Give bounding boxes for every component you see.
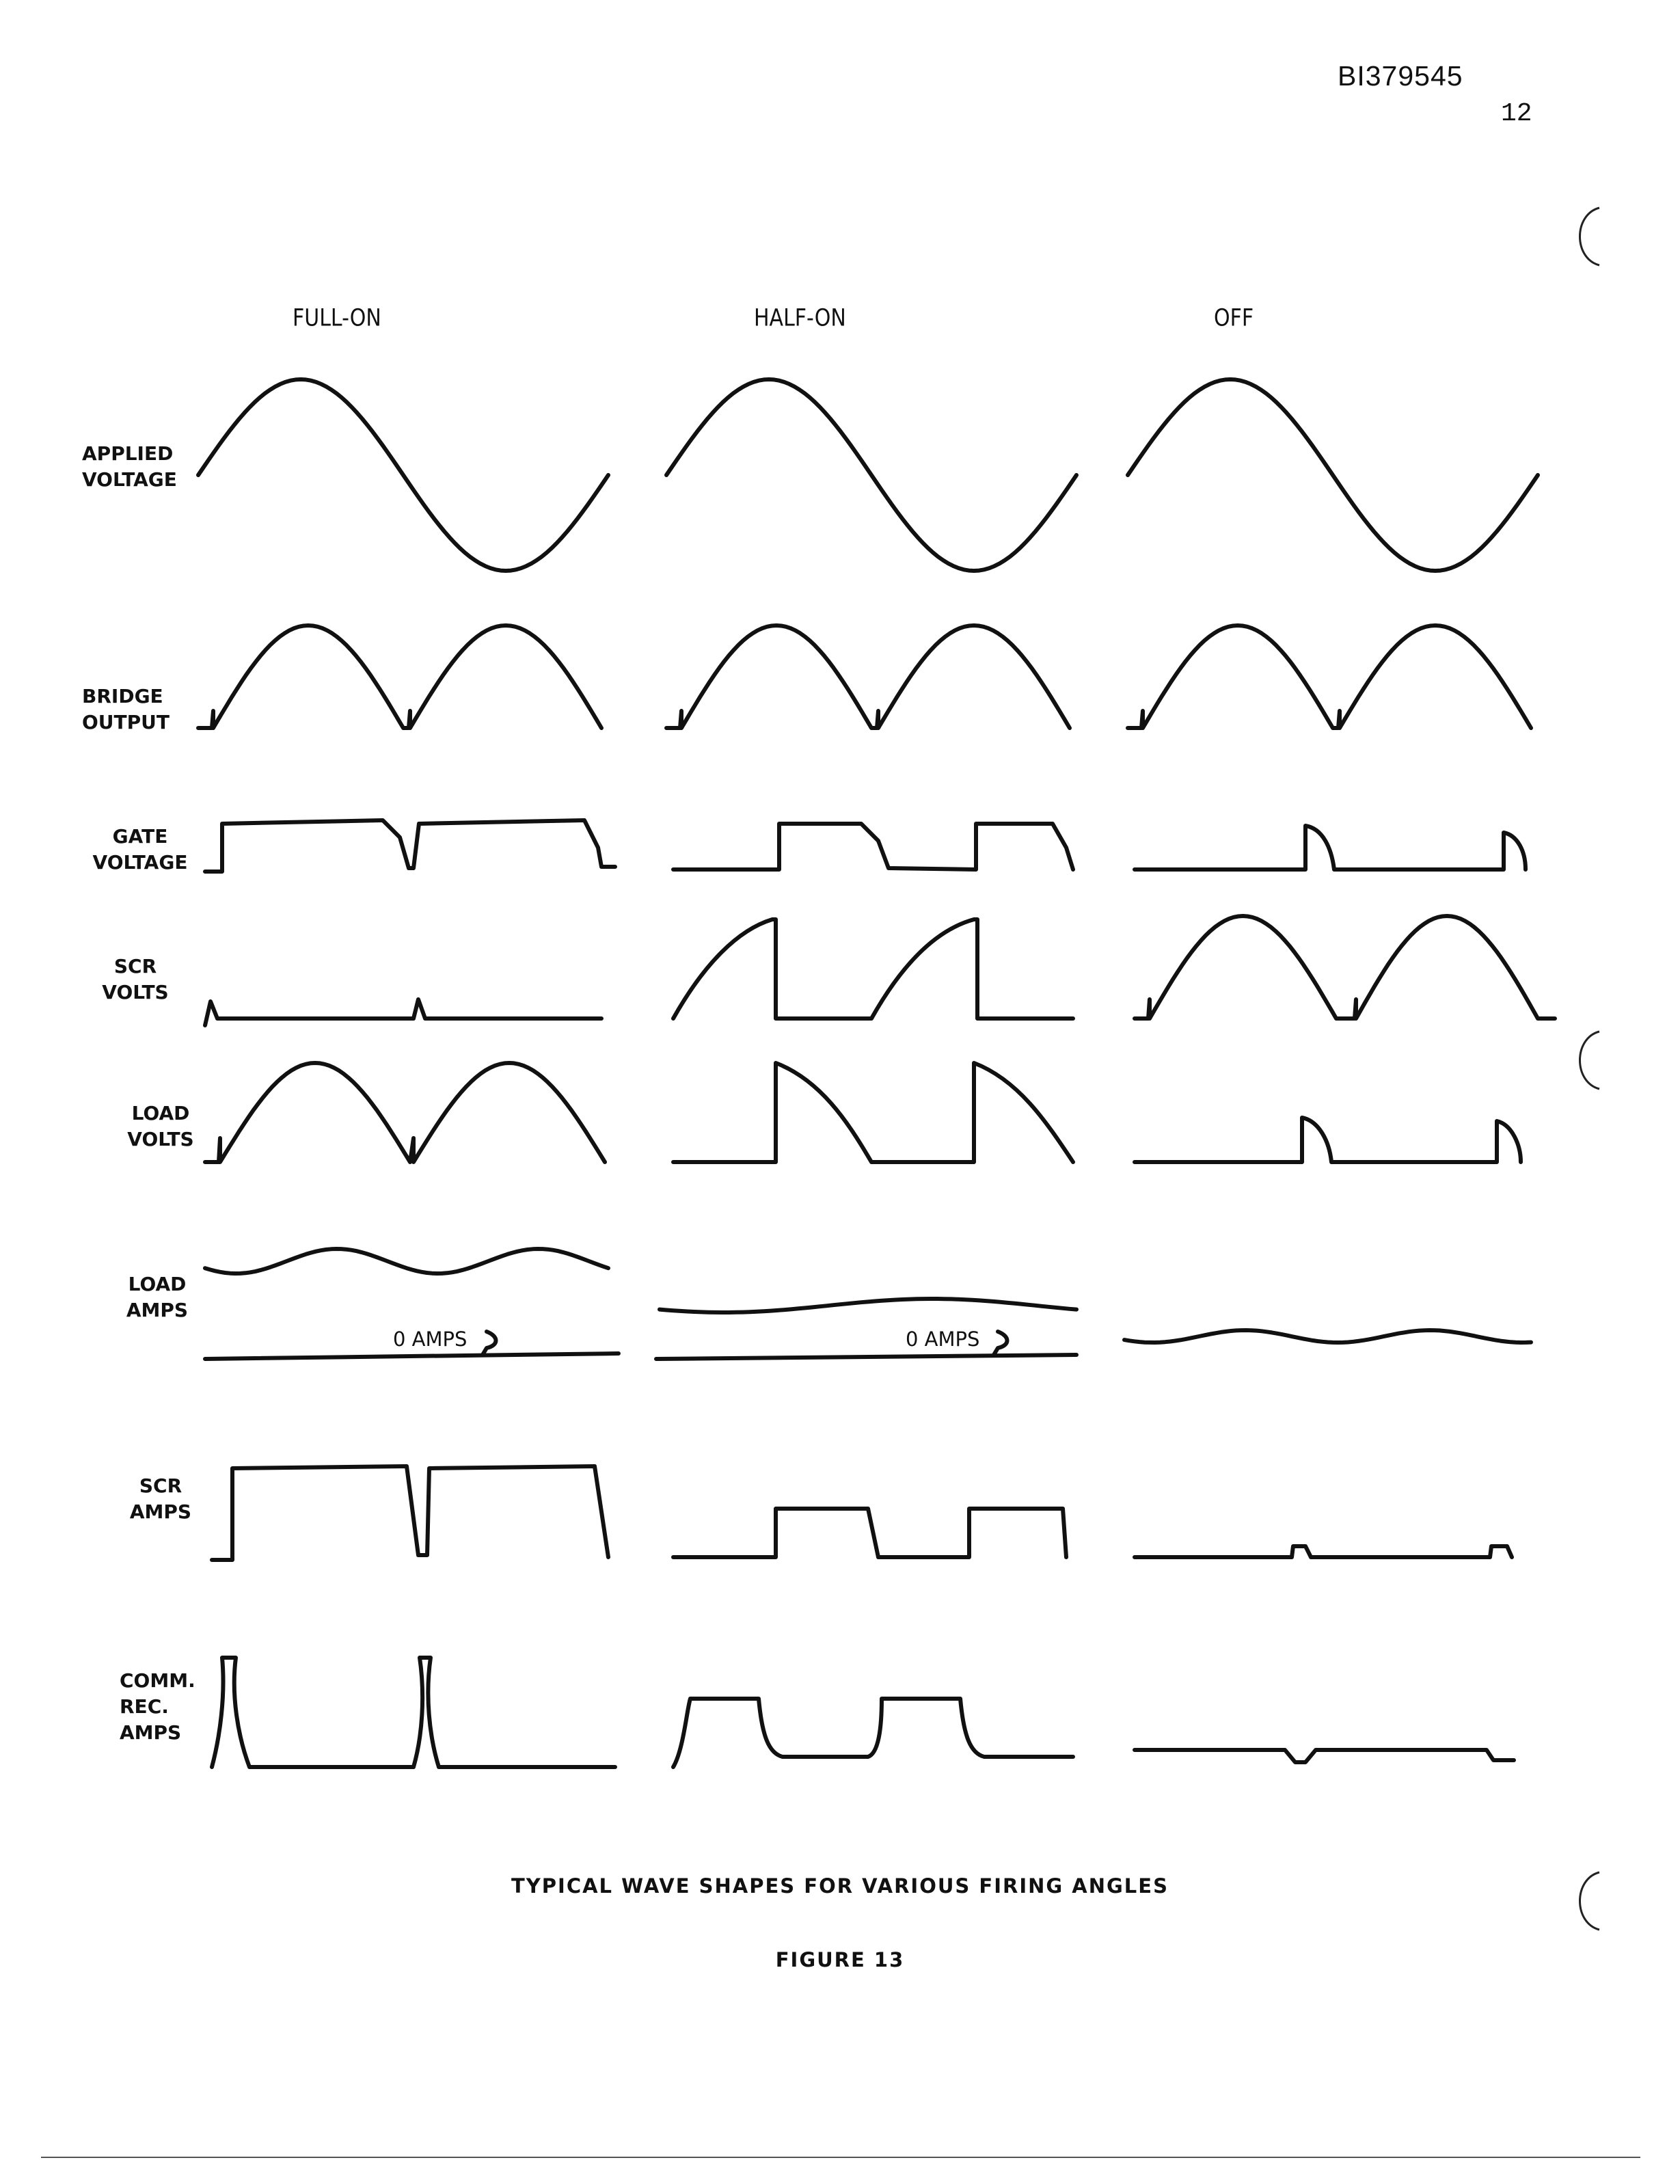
load-volts-row [205, 1063, 1521, 1162]
row-label-line: AMPS [120, 1721, 182, 1744]
zero-amps-pointer [994, 1332, 1007, 1355]
gate-voltage-half-on-wave [673, 824, 1073, 869]
scr-volts-row [205, 916, 1555, 1025]
bridge-output-off-wave [1128, 625, 1531, 728]
applied-voltage-half-on-wave [666, 379, 1076, 571]
scr-volts-full-on-wave [205, 999, 601, 1025]
load-amps-full-on-wave [205, 1249, 608, 1273]
bridge-output-half-on-wave [666, 625, 1070, 728]
row-label-line: GATE [112, 825, 168, 848]
scr-volts-half-on-wave [673, 919, 1073, 1019]
load-amps-row [205, 1249, 1531, 1359]
load-volts-off-wave [1135, 1118, 1521, 1162]
scr-amps-row [212, 1466, 1512, 1560]
gate-voltage-row [205, 820, 1526, 872]
zero-amps-label: 0 AMPS [393, 1327, 468, 1351]
row-label-line: VOLTS [127, 1128, 194, 1150]
bridge-output-full-on-wave [198, 625, 601, 728]
row-label-line: COMM. [120, 1669, 195, 1692]
zero-amps-pointer [483, 1332, 496, 1355]
bridge-output-row [198, 625, 1531, 728]
scr-volts-off-wave [1135, 916, 1555, 1019]
row-label-line: LOAD [128, 1273, 187, 1295]
comm-rec-amps-off-wave [1135, 1750, 1514, 1762]
row-label-line: LOAD [131, 1102, 190, 1124]
row-label-line: REC. [120, 1695, 169, 1718]
row-label-line: VOLTAGE [92, 851, 188, 874]
zero-amps-baseline [656, 1355, 1076, 1359]
column-header-half-on: HALF-ON [754, 304, 846, 332]
load-volts-half-on-wave [673, 1063, 1073, 1162]
applied-voltage-off-wave [1128, 379, 1538, 571]
footer-rule [41, 2157, 1640, 2158]
row-label-line: VOLTAGE [82, 468, 177, 491]
zero-amps-baseline [205, 1353, 619, 1359]
row-label-line: AMPS [126, 1299, 189, 1321]
comm-rec-amps-half-on-wave [673, 1699, 1073, 1767]
row-label-line: SCR [113, 955, 157, 978]
row-label-line: OUTPUT [82, 711, 170, 733]
document-id: BI379545 [1338, 60, 1463, 92]
row-label-line: VOLTS [102, 981, 169, 1003]
column-header-off: OFF [1214, 304, 1254, 332]
load-volts-full-on-wave [205, 1063, 605, 1162]
comm-rec-amps-row [212, 1658, 1514, 1767]
comm-rec-amps-full-on-wave [212, 1658, 615, 1767]
zero-amps-label: 0 AMPS [906, 1327, 980, 1351]
scr-amps-half-on-wave [673, 1509, 1066, 1557]
load-amps-half-on-wave [660, 1299, 1076, 1312]
page-number: 12 [1501, 99, 1532, 129]
scr-amps-full-on-wave [212, 1466, 608, 1560]
applied-voltage-row [198, 379, 1538, 571]
row-label-line: BRIDGE [82, 685, 163, 707]
row-label-line: AMPS [129, 1500, 192, 1523]
gate-voltage-full-on-wave [205, 820, 615, 872]
row-label-line: SCR [139, 1474, 182, 1497]
load-amps-off-wave [1124, 1330, 1531, 1343]
scr-amps-off-wave [1135, 1546, 1512, 1557]
gate-voltage-off-wave [1135, 826, 1526, 869]
figure-caption-title: TYPICAL WAVE SHAPES FOR VARIOUS FIRING ANGLES [511, 1874, 1169, 1898]
column-header-full-on: FULL-ON [293, 304, 381, 332]
applied-voltage-full-on-wave [198, 379, 608, 571]
figure-caption-number: FIGURE 13 [775, 1948, 905, 1971]
row-label-line: APPLIED [82, 442, 174, 465]
